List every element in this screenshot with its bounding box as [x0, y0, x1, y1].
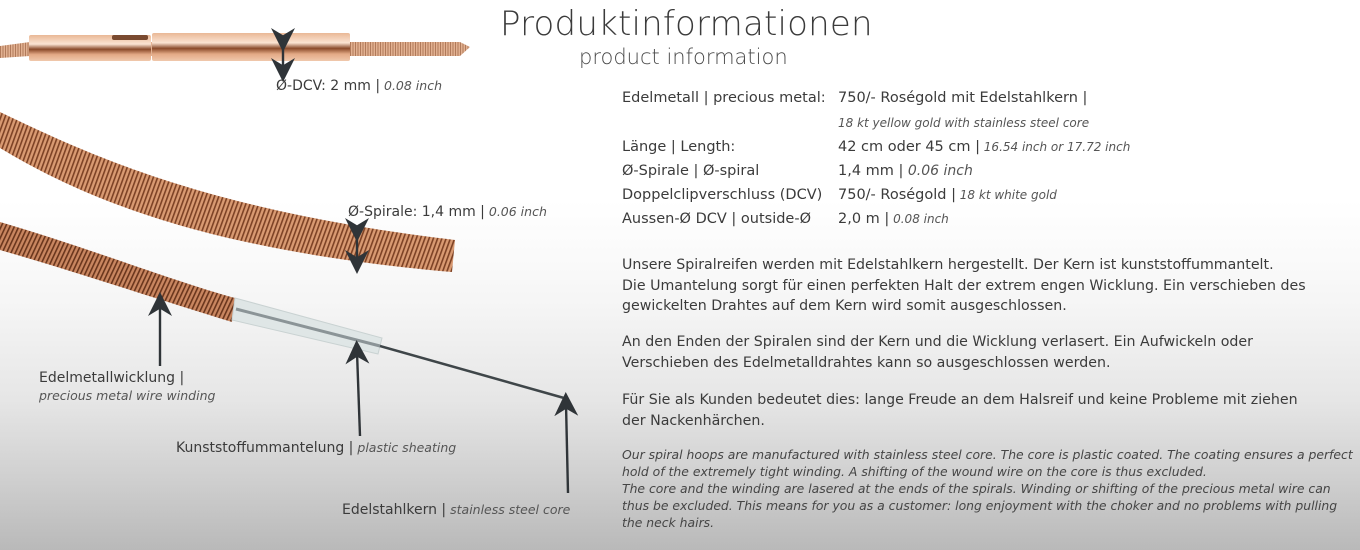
spec-value-note: 16.54 inch or 17.72 inch [979, 140, 1131, 154]
clasp-wire [0, 33, 470, 61]
callout-sheathing [176, 440, 456, 456]
callout-winding-note: precious metal wire winding [39, 388, 216, 403]
description-de-paragraph-1 [622, 255, 1342, 317]
spec-label: Doppelclipverschluss (DCV) [622, 187, 823, 203]
callout-core [342, 502, 570, 518]
spec-value: 750/- Roségold | [838, 187, 956, 203]
text-line: gewickelten Drahtes auf dem Kern wird somit ausgeschlossen. [622, 298, 1067, 314]
core-arrow-icon [566, 404, 568, 493]
text-line: Unsere Spiralreifen werden mit Edelstahlkern hergestellt. Der Kern ist kunststoffummantelt. [622, 257, 1274, 273]
text-line: Für Sie als Kunden bedeutet dies: lange Freude an dem Halsreif und keine Probleme mit ziehen [622, 392, 1298, 408]
callout-core-main: Edelstahlkern | [342, 502, 447, 518]
callout-winding-main: Edelmetallwicklung | [39, 370, 185, 386]
callout-spirale-main: Ø-Spirale: 1,4 mm | [348, 204, 485, 220]
spec-value: 750/- Roségold mit Edelstahlkern | [838, 90, 1088, 106]
callout-winding [39, 370, 215, 403]
callout-dcv-main: Ø-DCV: 2 mm | [276, 78, 381, 94]
steel-core [380, 346, 564, 398]
page-title: Produktinformationen [500, 4, 873, 44]
spec-value-note: 18 kt white gold [955, 188, 1057, 202]
text-line: Our spiral hoops are manufactured with stainless steel core. The core is plastic coated. The coating ensures a perfect [622, 447, 1353, 462]
callout-dcv [276, 78, 442, 94]
sheathing-arrow-icon [357, 352, 360, 436]
text-line: The core and the winding are lasered at the ends of the spirals. Winding or shifting of the precious metal wire can [622, 481, 1331, 496]
spec-subnote: 18 kt yellow gold with stainless steel core [838, 116, 1090, 130]
callout-sheathing-note: plastic sheating [353, 440, 457, 455]
spec-value: 2,0 m | [838, 211, 890, 227]
callout-core-note: stainless steel core [446, 502, 571, 517]
text-line: der Nackenhärchen. [622, 412, 765, 429]
spec-label: Aussen-Ø DCV | outside-Ø [622, 211, 811, 227]
description-de-paragraph-3 [622, 390, 1342, 431]
text-line: the neck hairs. [622, 515, 715, 530]
callout-spirale [348, 204, 547, 220]
text-line: thus be excluded. This means for you as a customer: long enjoyment with the choker and no problems with pulling [622, 498, 1338, 513]
text-line: Die Umantelung sorgt für einen perfekten Halt der extrem engen Wicklung. Ein verschieben des [622, 277, 1306, 294]
spec-label: Ø-Spirale | Ø-spiral [622, 163, 760, 179]
text-line: Verschieben des Edelmetalldrahtes kann so ausgeschlossen werden. [622, 354, 1111, 371]
callout-spirale-note: 0.06 inch [484, 204, 547, 219]
spec-value-note: 0.08 inch [889, 212, 949, 226]
text-line: An den Enden der Spiralen sind der Kern und die Wicklung verlasert. Ein Aufwickeln oder [622, 334, 1253, 350]
description-de-paragraph-2 [622, 332, 1342, 373]
spec-value-note: 0.06 inch [903, 163, 973, 179]
text-line: hold of the extremely tight winding. A shifting of the wound wire on the core is thus excluded. [622, 464, 1207, 479]
core-inside [236, 309, 380, 346]
spec-value: 1,4 mm | [838, 163, 904, 179]
description-en [622, 446, 1354, 531]
spec-value: 42 cm oder 45 cm | [838, 139, 980, 155]
spec-label: Länge | Length: [622, 139, 736, 155]
winding-segment [0, 222, 235, 322]
page-subtitle: product information [579, 45, 788, 69]
callout-sheathing-main: Kunststoffummantelung | [176, 440, 354, 456]
callout-dcv-note: 0.08 inch [380, 78, 443, 93]
spec-label: Edelmetall | precious metal: [622, 90, 826, 106]
